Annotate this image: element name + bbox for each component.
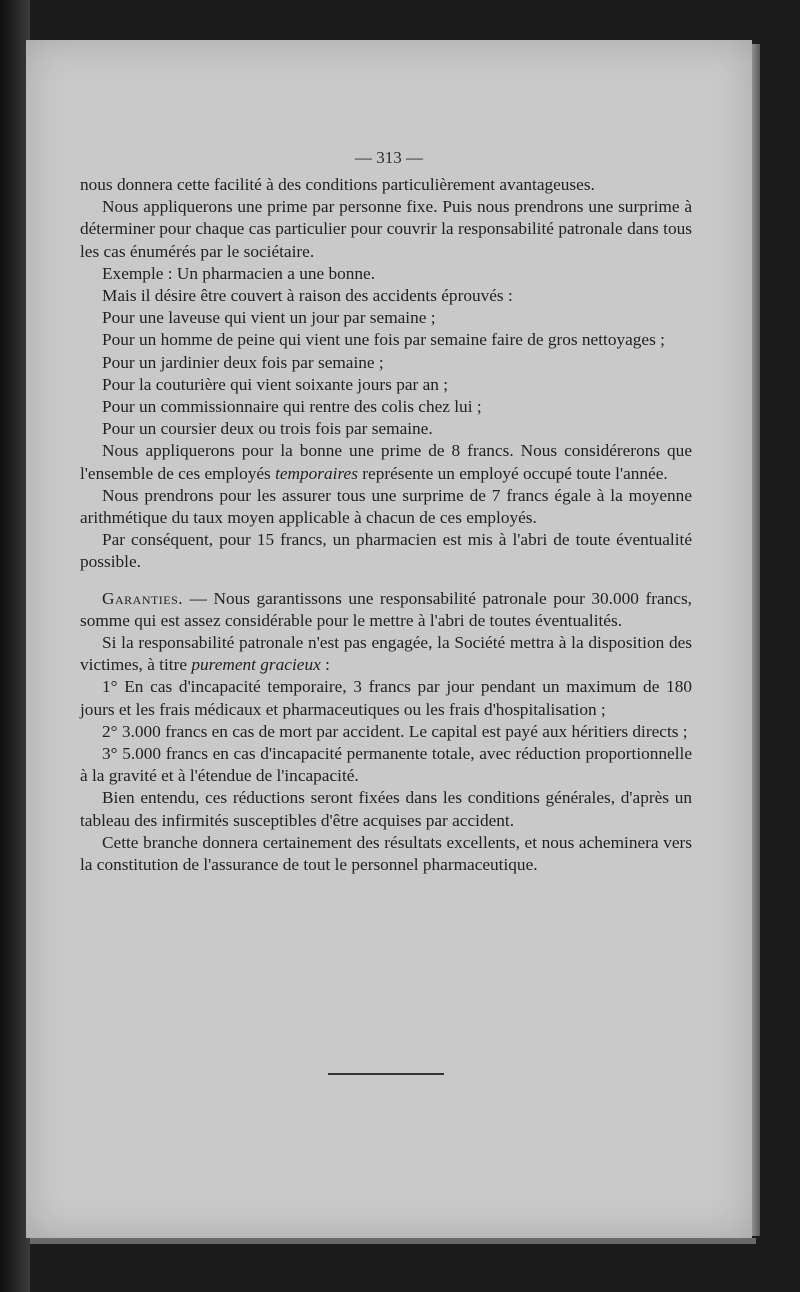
text-run: Si la responsabilité patronale n'est pas engagée, la Société mettra à la disposition des victimes, à titre bbox=[80, 633, 692, 675]
paragraph: Nous appliquerons une prime par personne fixe. Puis nous prendrons une surprime à déterminer pour chaque cas particulier pour couvrir la responsabilité patronale dans tous les cas énumérés par le sociétaire. bbox=[80, 197, 692, 261]
paragraph bbox=[80, 632, 692, 676]
paragraph: Pour un commissionnaire qui rentre des colis chez lui ; bbox=[102, 397, 482, 417]
text-run: : bbox=[320, 655, 330, 675]
page-number: — 313 — bbox=[355, 148, 423, 167]
text-run: Nous appliquerons pour la bonne une prime de 8 francs. Nous considérerons que l'ensemble de ces employés bbox=[80, 441, 692, 483]
paragraph bbox=[80, 440, 692, 484]
paragraph: Pour la couturière qui vient soixante jours par an ; bbox=[102, 374, 449, 394]
page-edge-bottom bbox=[30, 1238, 756, 1244]
page-edge-right bbox=[752, 44, 760, 1236]
paragraph bbox=[80, 588, 692, 632]
text-run: représente un employé occupé toute l'année. bbox=[357, 463, 668, 483]
paragraph: Pour un coursier deux ou trois fois par semaine. bbox=[102, 419, 433, 439]
paragraph: nous donnera cette facilité à des conditions particulièrement avantageuses. bbox=[80, 175, 595, 194]
paragraph: Pour une laveuse qui vient un jour par semaine ; bbox=[102, 308, 436, 328]
paragraph: 2° 3.000 francs en cas de mort par accident. Le capital est payé aux héritiers directs ; bbox=[102, 721, 688, 741]
paragraph: 3° 5.000 francs en cas d'incapacité permanente totale, avec réduction proportionnelle à la gravité et à l'étendue de l'incapacité. bbox=[80, 744, 692, 786]
text-run: — Nous garantissons une responsabilité patronale pour 30.000 francs, somme qui est assez considérable pour le mettre à l'abri de toutes éventualités. bbox=[80, 588, 692, 630]
section-label: Garanties. bbox=[102, 588, 184, 608]
paragraph: Cette branche donnera certainement des résultats excellents, et nous acheminera vers la constitution de l'assurance de tout le personnel pharmaceutique. bbox=[80, 832, 692, 875]
paragraph: 1° En cas d'incapacité temporaire, 3 francs par jour pendant un maximum de 180 jours et les frais médicaux et pharmaceutiques ou les frais d'hospitalisation ; bbox=[80, 677, 692, 719]
paragraph: Bien entendu, ces réductions seront fixées dans les conditions générales, d'après un tableau des infirmités susceptibles d'être acquises par accident. bbox=[80, 788, 692, 830]
paragraph: Mais il désire être couvert à raison des accidents éprouvés : bbox=[102, 286, 513, 306]
emphasis: temporaires bbox=[275, 463, 358, 483]
page-body bbox=[80, 174, 692, 876]
paragraph: Pour un jardinier deux fois par semaine ; bbox=[102, 352, 384, 372]
paragraph: Par conséquent, pour 15 francs, un pharmacien est mis à l'abri de toute éventualité possible. bbox=[80, 530, 692, 572]
end-rule bbox=[328, 1073, 444, 1075]
paragraph: Exemple : Un pharmacien a une bonne. bbox=[102, 263, 376, 283]
paragraph: Nous prendrons pour les assurer tous une surprime de 7 francs égale à la moyenne arithmétique du taux moyen applicable à chacun de ces employés. bbox=[80, 485, 692, 528]
book-page bbox=[26, 40, 752, 1238]
paragraph: Pour un homme de peine qui vient une fois par semaine faire de gros nettoyages ; bbox=[102, 330, 665, 350]
emphasis: purement gracieux bbox=[191, 655, 321, 675]
